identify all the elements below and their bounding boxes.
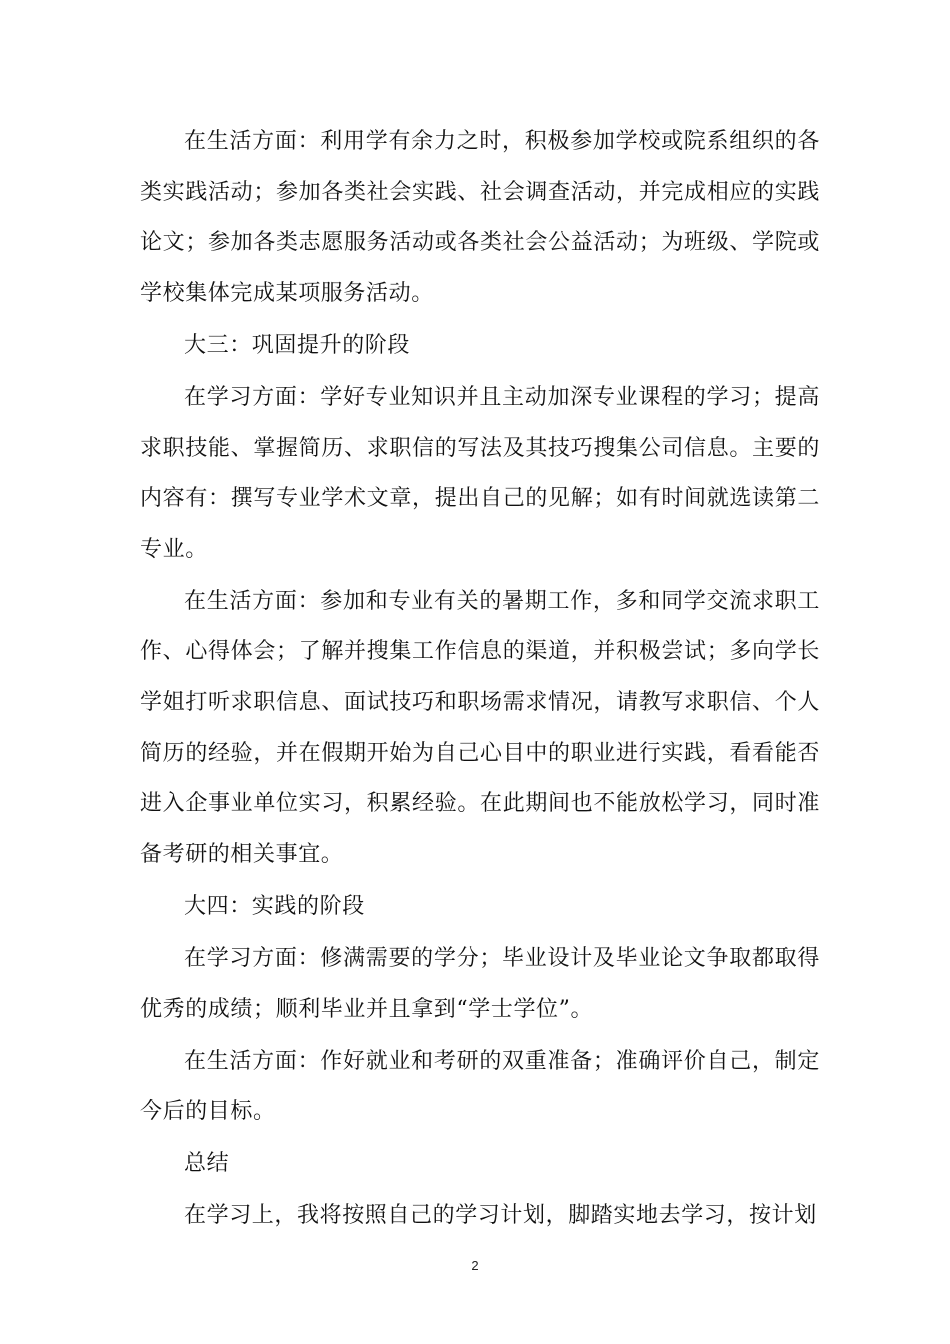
paragraph-junior-study: 在学习方面：学好专业知识并且主动加深专业课程的学习；提高求职技能、掌握简历、求职信的写法及其技巧搜集公司信息。主要的内容有：撰写专业学术文章，提出自己的见解；如有时间就选读第二专业。 <box>140 384 820 562</box>
heading-junior-year: 大三：巩固提升的阶段 <box>184 332 411 358</box>
heading-senior-year: 大四：实践的阶段 <box>184 893 365 919</box>
paragraph-senior-study: 在学习方面：修满需要的学分；毕业设计及毕业论文争取都取得优秀的成绩；顺利毕业并且拿到“学士学位”。 <box>140 946 820 1022</box>
paragraph-senior-life: 在生活方面：作好就业和考研的双重准备；准确评价自己，制定今后的目标。 <box>140 1048 820 1125</box>
heading-summary: 总结 <box>184 1151 230 1177</box>
page-number: 2 <box>471 1258 479 1273</box>
paragraph-sophomore-life: 在生活方面：利用学有余力之时，积极参加学校或院系组织的各类实践活动；参加各类社会实践、社会调查活动，并完成相应的实践论文；参加各类志愿服务活动或各类社会公益活动；为班级、学院或学校集体完成某项服务活动。 <box>140 129 820 306</box>
paragraph-summary-study: 在学习上，我将按照自己的学习计划，脚踏实地去学习，按计划 <box>184 1203 817 1229</box>
paragraph-junior-life: 在生活方面：参加和专业有关的暑期工作，多和同学交流求职工作、心得体会；了解并搜集工作信息的渠道，并积极尝试；多向学长学姐打听求职信息、面试技巧和职场需求情况，请教写求职信、个人简历的经验，并在假期开始为自己心目中的职业进行实践，看看能否进入企事业单位实习，积累经验。在此期间也不能放松学习，同时准备考研的相关事宜。 <box>140 588 820 867</box>
document-body <box>140 117 820 1244</box>
